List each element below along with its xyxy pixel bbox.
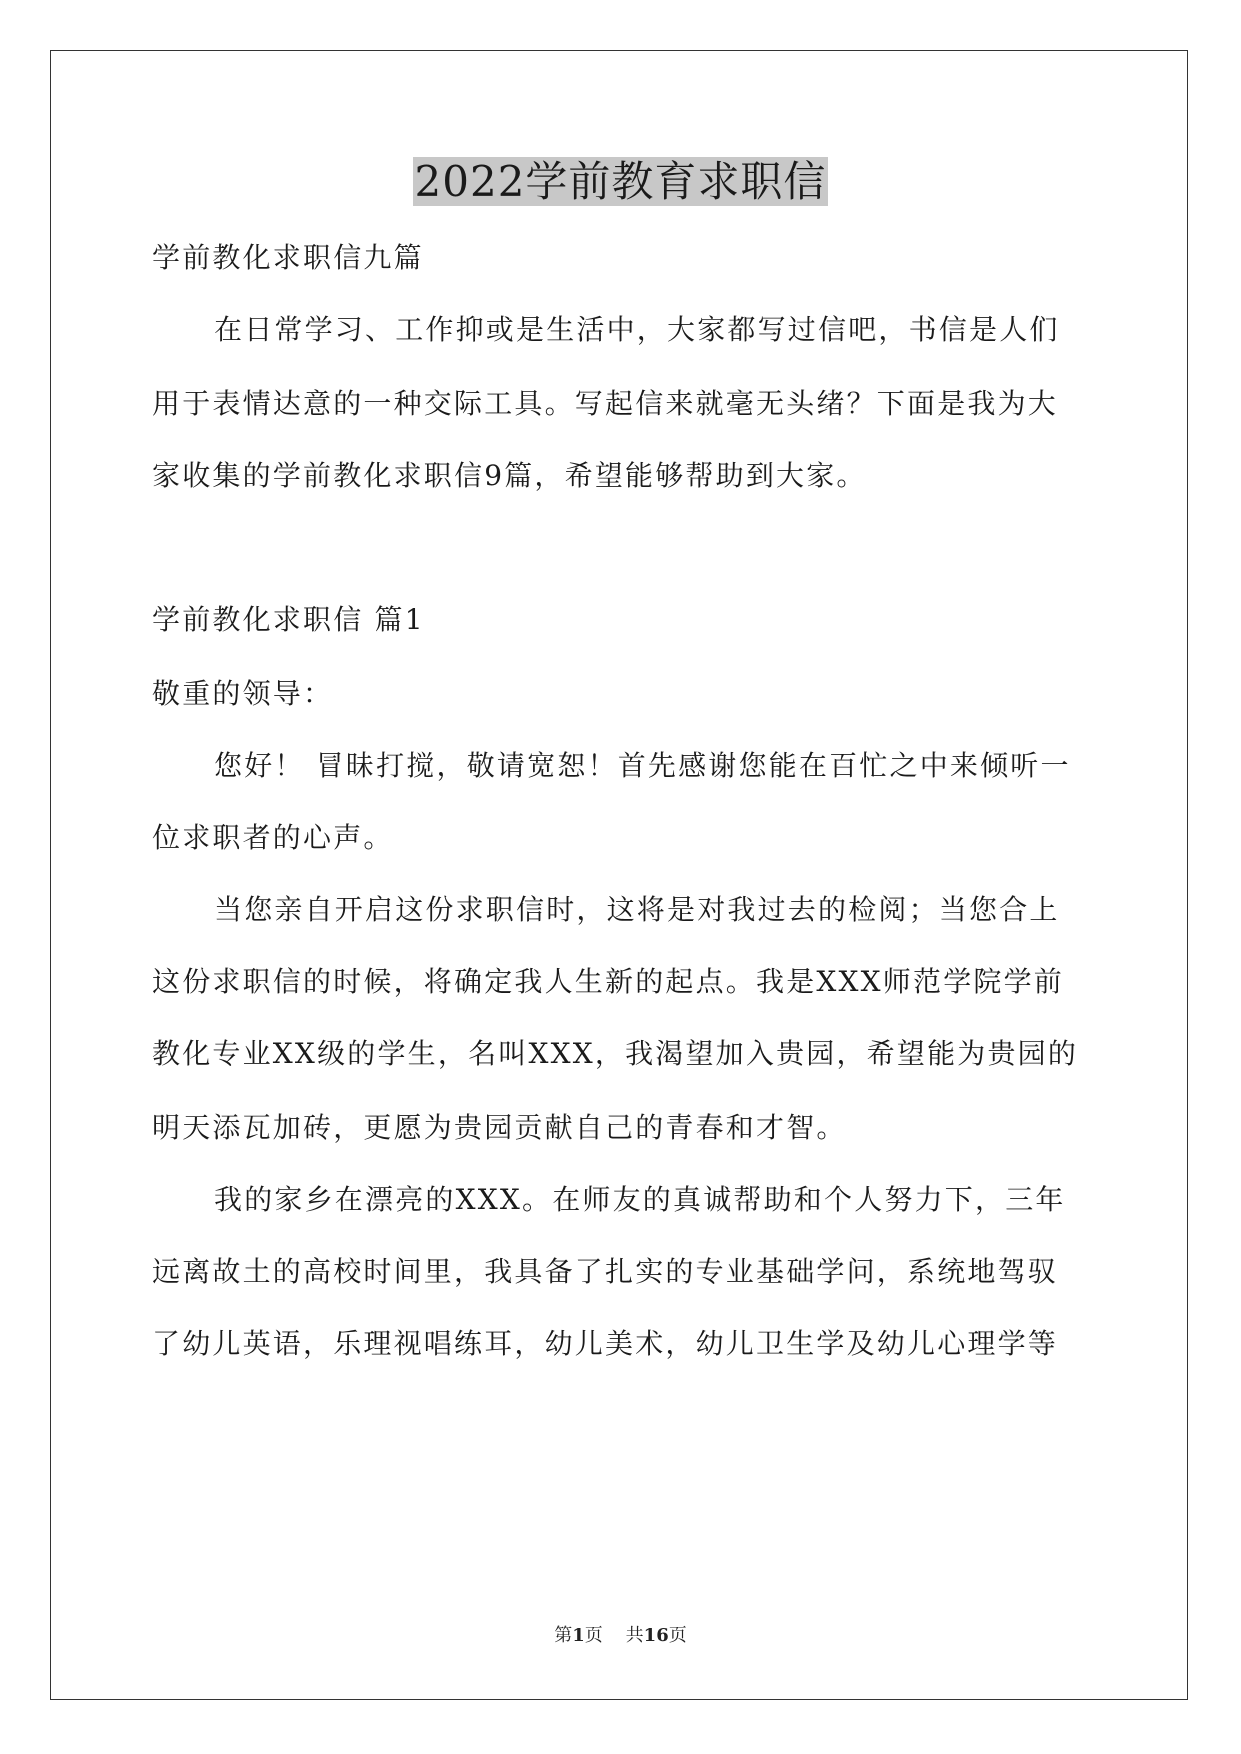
paragraph-line: 家收集的学前教化求职信9篇，希望能够帮助到大家。 xyxy=(152,459,867,492)
footer-suffix: 页 xyxy=(668,1625,687,1646)
page-border xyxy=(50,50,1188,1700)
paragraph-line: 了幼儿英语，乐理视唱练耳，幼儿美术，幼儿卫生学及幼儿心理学等 xyxy=(152,1327,1059,1360)
footer-mid: 页 共 xyxy=(584,1625,644,1646)
footer-prefix: 第 xyxy=(554,1625,573,1646)
paragraph-line: 位求职者的心声。 xyxy=(152,821,394,854)
subtitle-line: 学前教化求职信九篇 xyxy=(152,241,424,274)
paragraph-line: 明天添瓦加砖，更愿为贵园贡献自己的青春和才智。 xyxy=(152,1111,847,1144)
salutation-line: 敬重的领导： xyxy=(152,677,334,710)
document-title-text: 2022学前教育求职信 xyxy=(414,157,827,206)
footer-page-number: 1 xyxy=(572,1625,585,1646)
paragraph-line: 我的家乡在漂亮的XXX。在师友的真诚帮助和个人努力下，三年 xyxy=(214,1183,1066,1216)
paragraph-line: 远离故土的高校时间里，我具备了扎实的专业基础学问，系统地驾驭 xyxy=(152,1255,1059,1288)
document-title xyxy=(0,152,1241,212)
section-heading: 学前教化求职信 篇1 xyxy=(152,603,425,636)
footer-total-pages: 16 xyxy=(643,1625,669,1646)
paragraph-line: 用于表情达意的一种交际工具。写起信来就毫无头绪？下面是我为大 xyxy=(152,387,1059,420)
paragraph-line: 您好！ 冒昧打搅，敬请宽恕！首先感谢您能在百忙之中来倾听一 xyxy=(214,749,1071,782)
page-footer xyxy=(0,1624,1241,1648)
paragraph-line: 当您亲自开启这份求职信时，这将是对我过去的检阅；当您合上 xyxy=(214,893,1060,926)
paragraph-line: 在日常学习、工作抑或是生活中，大家都写过信吧，书信是人们 xyxy=(214,313,1060,346)
paragraph-line: 教化专业XX级的学生，名叫XXX，我渴望加入贵园，希望能为贵园的 xyxy=(152,1037,1079,1070)
paragraph-line: 这份求职信的时候，将确定我人生新的起点。我是XXX师范学院学前 xyxy=(152,965,1065,998)
